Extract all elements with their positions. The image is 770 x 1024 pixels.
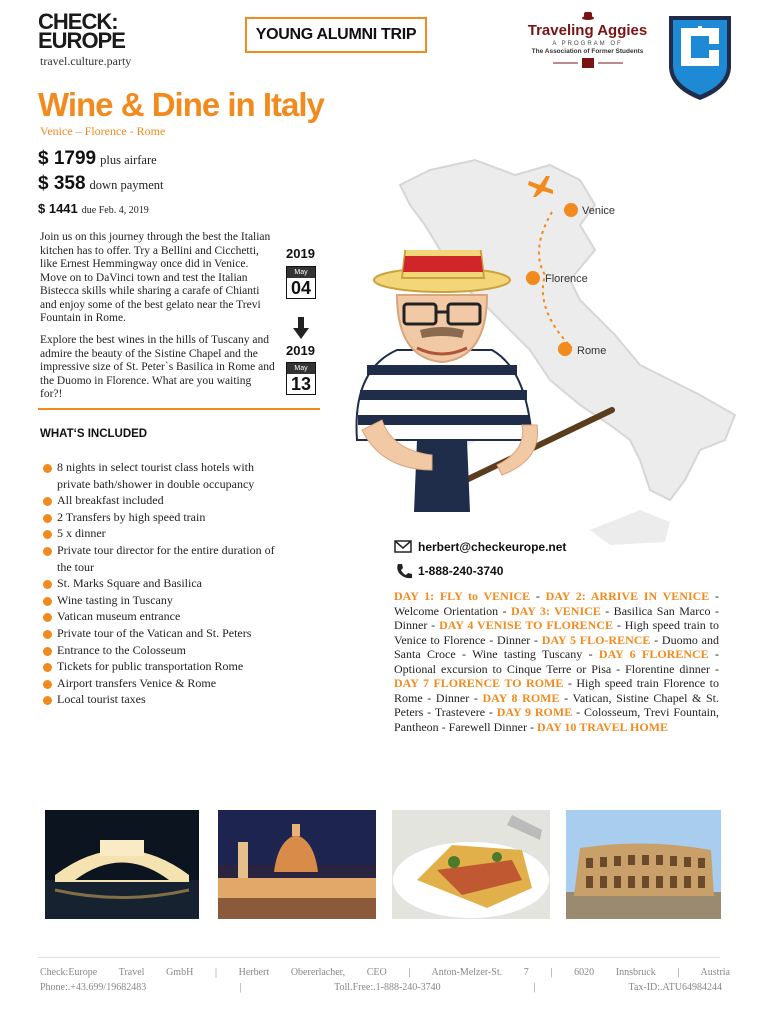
price-row-3	[38, 200, 149, 218]
contact-phone[interactable]: 1-888-240-3740	[418, 564, 504, 578]
list-item	[40, 592, 280, 609]
map-label-rome: Rome	[577, 345, 607, 357]
itinerary-day-heading: DAY 7 FLORENCE TO ROME	[394, 676, 564, 690]
photo-lasagna	[392, 810, 550, 919]
bullet-dot-icon	[43, 530, 52, 539]
start-date-calendar	[286, 266, 316, 299]
itinerary-day-text: - Basilica San Marco - Dinner -	[394, 603, 719, 632]
photo-venice-rialto	[45, 810, 199, 919]
list-item-text: Airport transfers Venice & Rome	[57, 675, 217, 690]
itinerary-day-heading: DAY 6 FLORENCE	[598, 647, 709, 661]
price-amount: $ 358	[38, 173, 86, 194]
gondolier-illustration	[322, 250, 622, 515]
list-item-text: 5 x dinner	[57, 526, 106, 541]
list-item-text: All breakfast included	[57, 493, 164, 508]
logo-line-2: EUROPE	[38, 28, 125, 53]
itinerary-day-text: - Duomo and Santa Croce - Wine tasting Tuscany -	[394, 632, 719, 661]
photo-colosseum	[566, 810, 721, 919]
price-label: due Feb. 4, 2019	[81, 205, 149, 216]
bullet-dot-icon	[43, 647, 52, 656]
bullet-dot-icon	[43, 696, 52, 705]
price-label: plus airfare	[100, 153, 157, 167]
footer-address: Check:Europe Travel GmbH | Herbert Obererlacher, CEO | Anton-Melzer-St. 7 | 6020 Innsbruck | Austria	[40, 967, 730, 978]
list-item	[40, 459, 280, 492]
list-item	[40, 625, 280, 642]
crest-icon	[667, 14, 733, 102]
start-year: 2019	[286, 246, 315, 261]
bullet-dot-icon	[43, 514, 52, 523]
phone-icon	[395, 562, 413, 580]
bullet-dot-icon	[43, 464, 52, 473]
atm-mark	[553, 58, 623, 68]
bullet-dot-icon	[43, 663, 52, 672]
list-item-text: Private tour director for the entire duration of the tour	[57, 542, 275, 574]
itinerary-day-text: - Optional excursion to Cinque Terre or Pisa - Florentine dinner -	[394, 647, 720, 676]
itinerary-day-heading: DAY 4 VENISE TO FLORENCE	[439, 618, 614, 632]
itinerary-day-heading: DAY 2: ARRIVE IN VENICE	[545, 589, 710, 603]
itinerary-day-heading: DAY 3: VENICE	[511, 603, 601, 618]
map-pin-venice	[564, 203, 578, 217]
itinerary	[394, 589, 719, 734]
partner-program: A PROGRAM OF	[552, 41, 623, 47]
map-label-venice: Venice	[582, 205, 616, 217]
list-item	[40, 542, 280, 575]
page-title: Wine & Dine in Italy	[38, 86, 324, 123]
list-item	[40, 575, 280, 592]
list-item	[40, 658, 280, 675]
bullet-dot-icon	[43, 613, 52, 622]
partner-name: Traveling Aggies	[527, 22, 648, 39]
bullet-dot-icon	[43, 547, 52, 556]
route-subtitle: Venice – Florence - Rome	[40, 124, 166, 138]
list-item-text: Vatican museum entrance	[57, 609, 181, 624]
itinerary-day-text: - Welcome Orientation -	[394, 589, 720, 618]
tagline: travel.culture.party	[40, 54, 132, 68]
start-month: May	[287, 267, 315, 278]
bullet-dot-icon	[43, 497, 52, 506]
list-item-text: St. Marks Square and Basilica	[57, 576, 202, 591]
included-list	[40, 459, 280, 708]
airplane-icon	[526, 170, 556, 200]
trip-badge: YOUNG ALUMNI TRIP	[245, 17, 427, 53]
price-row-1	[38, 148, 157, 170]
list-item	[40, 642, 280, 659]
list-item	[40, 525, 280, 542]
itinerary-day-heading: DAY 5 FLO-RENCE	[541, 632, 651, 647]
list-item	[40, 492, 280, 509]
price-amount: $ 1799	[38, 148, 97, 169]
list-item	[40, 509, 280, 526]
itinerary-day-text: - Colosseum, Trevi Fountain, Pantheon - Farewell Dinner -	[394, 705, 720, 734]
envelope-icon	[394, 540, 412, 553]
hat-icon	[582, 12, 594, 20]
traveling-aggies-logo	[525, 12, 650, 74]
price-amount: $ 1441	[38, 201, 78, 216]
footer-contact: Phone:.+43.699/19682483 | Toll.Free:.1-888-240-3740 | Tax-ID:.ATU64984244	[40, 982, 722, 993]
itinerary-day-text: - High speed train to Venice to Florence - Dinner -	[394, 618, 719, 647]
section-divider	[38, 408, 320, 410]
check-europe-logo	[38, 9, 125, 53]
list-item-text: Local tourist taxes	[57, 692, 146, 707]
intro-paragraph-2: Explore the best wines in the hills of Tuscany and admire the beauty of the Sistine Chapel and the impressive size of St. Peter`s Basilica in Rome and the Duomo in Florence. What are you waiting for?!	[40, 334, 275, 400]
end-year: 2019	[286, 343, 315, 358]
partner-org: The Association of Former Students	[531, 48, 644, 55]
itinerary-day-heading: DAY 1: FLY to VENICE	[394, 589, 531, 603]
list-item-text: 8 nights in select tourist class hotels with private bath/shower in double occupancy	[57, 460, 255, 491]
bullet-dot-icon	[43, 580, 52, 589]
list-item-text: Wine tasting in Tuscany	[57, 592, 173, 607]
price-label: down payment	[89, 178, 164, 192]
itinerary-day-heading: DAY 8 ROME	[482, 690, 560, 705]
footer-divider	[38, 957, 720, 958]
logo-line-1: CHECK:	[38, 9, 118, 34]
list-item-text: Tickets for public transportation Rome	[57, 659, 244, 674]
itinerary-day-heading: DAY 9 ROME	[496, 705, 573, 719]
contact-email[interactable]: herbert@checkeurope.net	[418, 540, 567, 554]
itinerary-day-text: -	[530, 589, 546, 603]
intro-paragraph-1: Join us on this journey through the best the Italian kitchen has to offer. Try a Bellini and Cicchetti, like Ernest Hemmingway once did in Venice. Move on to DaVinci town and test the Italian Bistecca skills while sharing a carafe of Chianti and enjoy some of the best gelato near the Trevi Fountain in Rome.	[40, 231, 271, 324]
list-item	[40, 608, 280, 625]
list-item	[40, 675, 280, 692]
bullet-dot-icon	[43, 680, 52, 689]
list-item	[40, 691, 280, 708]
bullet-dot-icon	[43, 630, 52, 639]
itinerary-day-text: - Vatican, Sistine Chapel & St. Peters - Trastevere -	[394, 690, 720, 719]
map-label-florence: Florence	[545, 273, 588, 285]
list-item-text: 2 Transfers by high speed train	[57, 509, 206, 524]
price-row-2	[38, 173, 164, 195]
itinerary-day-heading: DAY 10 TRAVEL HOME	[536, 719, 669, 734]
start-day: 04	[290, 278, 312, 298]
arrow-down-icon	[293, 317, 309, 339]
bullet-dot-icon	[43, 597, 52, 606]
end-month: May	[287, 363, 315, 374]
list-item-text: Private tour of the Vatican and St. Peters	[57, 625, 252, 640]
end-day: 13	[290, 374, 312, 394]
end-date-calendar	[286, 362, 316, 395]
itinerary-day-text: - High speed train Florence to Rome - Dinner -	[394, 676, 720, 705]
photo-florence-duomo	[218, 810, 376, 919]
included-heading: WHAT‘S INCLUDED	[40, 428, 148, 440]
list-item-text: Entrance to the Colosseum	[57, 642, 186, 657]
